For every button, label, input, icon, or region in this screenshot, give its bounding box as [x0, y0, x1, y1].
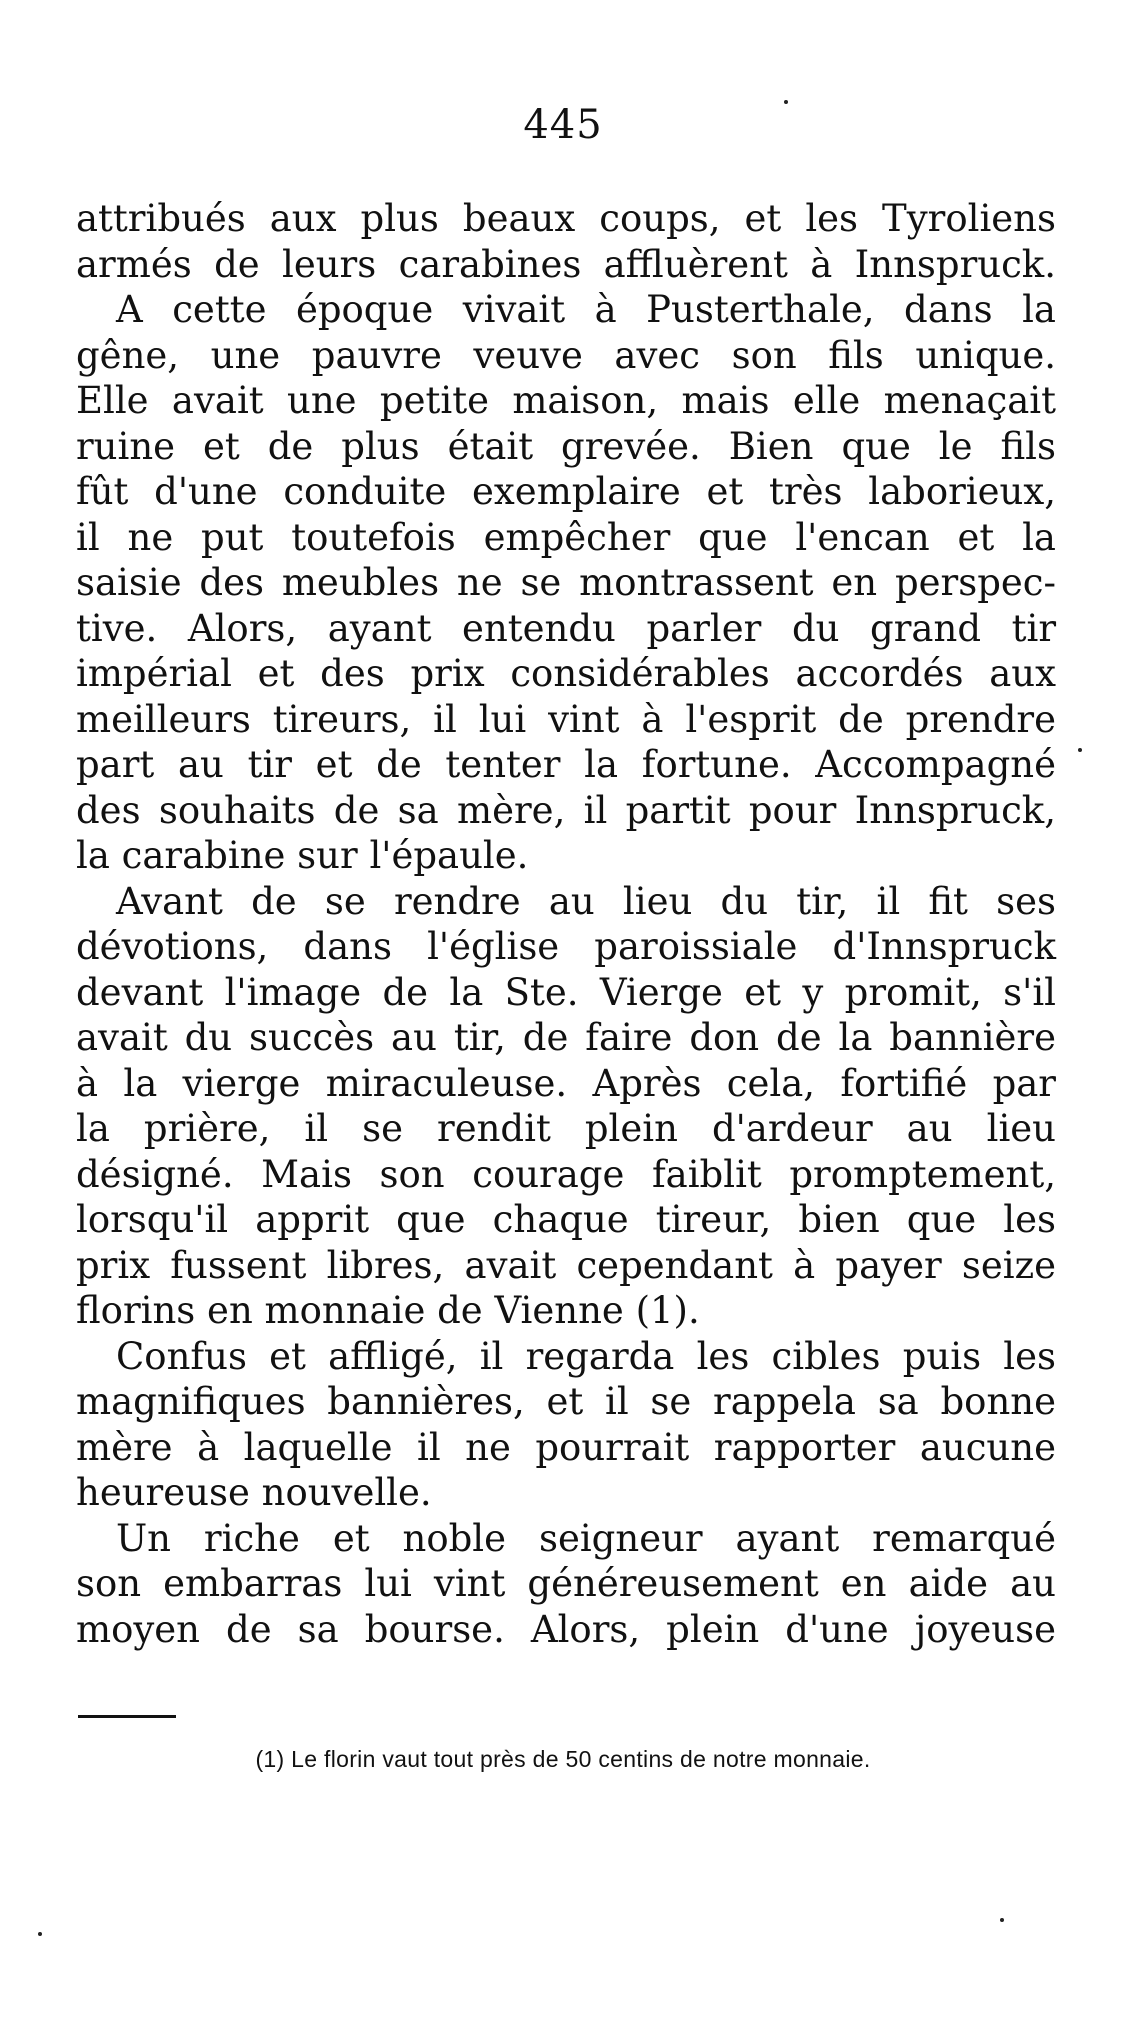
text-line: fût d'une conduite exemplaire et très laborieux,: [76, 470, 1056, 513]
text-line: moyen de sa bourse. Alors, plein d'une joyeuse: [76, 1607, 1056, 1651]
footnote: (1) Le florin vaut tout près de 50 centins de notre monnaie.: [255, 1746, 871, 1772]
text-line: des souhaits de sa mère, il partit pour Innspruck,: [76, 788, 1056, 832]
text-line: mère à laquelle il ne pourrait rapporter aucune: [76, 1425, 1056, 1469]
scan-speck: [38, 1932, 42, 1936]
text-line: avait du succès au tir, de faire don de la bannière: [76, 1016, 1056, 1059]
scan-speck: [784, 100, 788, 104]
text-line: meilleurs tireurs, il lui vint à l'esprit de prendre: [76, 697, 1056, 741]
page-number: 445: [523, 102, 603, 148]
scan-speck: [1000, 1918, 1004, 1922]
text-line: il ne put toutefois empêcher que l'encan et la: [76, 515, 1056, 559]
text-line: Elle avait une petite maison, mais elle menaçait: [76, 379, 1056, 422]
footnote-rule: [78, 1715, 176, 1718]
text-line: devant l'image de la Ste. Vierge et y promit, s'il: [76, 970, 1056, 1014]
body-text: [76, 196, 1056, 1652]
text-line: magnifiques bannières, et il se rappela sa bonne: [76, 1380, 1056, 1423]
text-line: tive. Alors, ayant entendu parler du grand tir: [76, 606, 1056, 650]
text-line: désigné. Mais son courage faiblit promptement,: [76, 1152, 1056, 1196]
text-line: ruine et de plus était grevée. Bien que le fils: [76, 424, 1056, 468]
text-line: dévotions, dans l'église paroissiale d'Innspruck: [76, 925, 1056, 968]
text-line: attribués aux plus beaux coups, et les Tyroliens: [76, 197, 1056, 240]
text-line: gêne, une pauvre veuve avec son fils unique.: [76, 333, 1056, 377]
text-line: prix fussent libres, avait cependant à payer seize: [76, 1243, 1056, 1287]
text-line: florins en monnaie de Vienne (1).: [76, 1289, 700, 1332]
text-line: heureuse nouvelle.: [76, 1471, 432, 1514]
text-line: la prière, il se rendit plein d'ardeur au lieu: [76, 1107, 1056, 1150]
text-line: la carabine sur l'épaule.: [76, 834, 529, 877]
text-line: armés de leurs carabines affluèrent à Innspruck.: [76, 242, 1056, 286]
text-line: impérial et des prix considérables accordés aux: [76, 652, 1056, 695]
text-line: saisie des meubles ne se montrassent en perspec-: [76, 561, 1056, 604]
text-line: Avant de se rendre au lieu du tir, il fit ses: [116, 879, 1056, 923]
text-line: son embarras lui vint généreusement en aide au: [76, 1562, 1056, 1605]
text-line: à la vierge miraculeuse. Après cela, fortifié par: [76, 1061, 1056, 1105]
scan-speck: [1078, 748, 1082, 752]
text-line: Confus et affligé, il regarda les cibles puis les: [116, 1334, 1056, 1378]
text-line: Un riche et noble seigneur ayant remarqué: [116, 1516, 1056, 1560]
text-line: A cette époque vivait à Pusterthale, dans la: [116, 288, 1056, 331]
text-line: part au tir et de tenter la fortune. Accompagné: [76, 743, 1056, 786]
text-line: lorsqu'il apprit que chaque tireur, bien que les: [76, 1198, 1056, 1241]
